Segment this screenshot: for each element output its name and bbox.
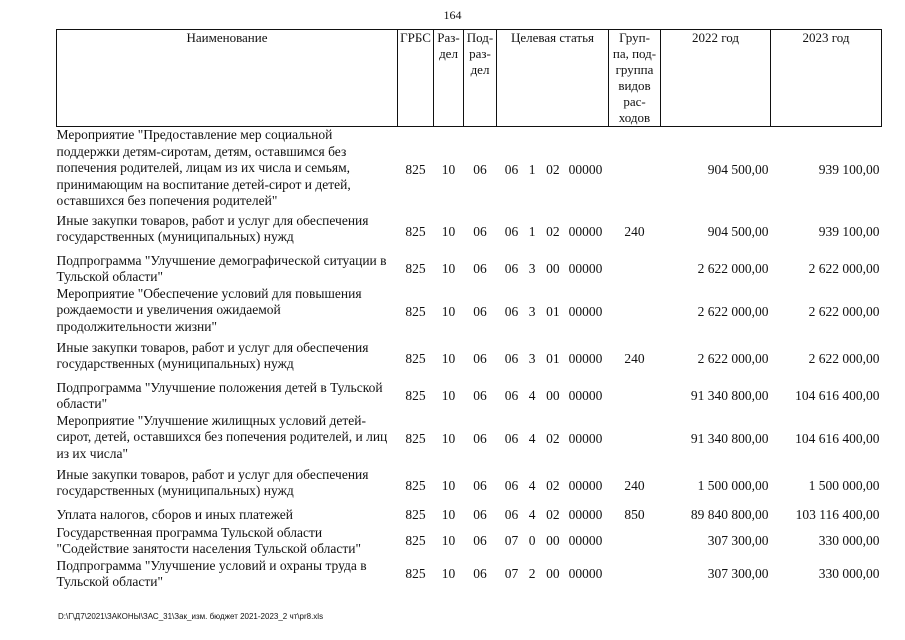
row-tselevaya xyxy=(497,525,609,558)
row-grbs: 825 xyxy=(405,565,426,581)
row-name: Мероприятие "Улучшение жилищных условий детей-сирот, детей, оставшихся без попечения родителей, и лиц из их числа" xyxy=(56,412,388,461)
row-name: Иные закупки товаров, работ и услуг для обеспечения государственных (муниципальных) нужд xyxy=(56,212,369,244)
header-2023: 2023 год xyxy=(771,30,882,127)
row-name: Иные закупки товаров, работ и услуг для обеспечения государственных (муниципальных) нужд xyxy=(56,466,369,498)
row-razdel: 10 xyxy=(441,478,456,494)
row-podrazdel: 06 xyxy=(473,532,487,548)
row-name: Мероприятие "Предоставление мер социальной поддержки детям-сиротам, детям, оставшимся без попечения родителей, лицам из их числа и семьям, принимающим на воспитание детей-сирот и детей, оставшихся без попечения родителей" xyxy=(56,127,351,208)
table-row xyxy=(57,127,882,213)
row-kcs-part: 06 xyxy=(504,478,519,494)
row-2022: 1 500 000,00 xyxy=(697,478,769,494)
row-name: Подпрограмма "Улучшение условий и охраны труда в Тульской области" xyxy=(56,557,367,589)
row-grbs: 825 xyxy=(405,478,426,494)
row-podrazdel: 06 xyxy=(473,351,487,367)
row-group: 240 xyxy=(624,351,645,367)
table-row xyxy=(57,380,882,413)
table-row xyxy=(57,467,882,507)
row-razdel: 10 xyxy=(441,304,456,320)
row-2022: 2 622 000,00 xyxy=(697,304,769,320)
row-tselevaya xyxy=(497,213,609,253)
row-podrazdel: 06 xyxy=(473,431,487,447)
row-2022: 307 300,00 xyxy=(707,565,769,581)
row-razdel: 10 xyxy=(441,260,456,276)
row-kcs-part: 02 xyxy=(546,224,560,240)
row-group: 240 xyxy=(624,224,645,240)
row-group xyxy=(609,558,661,591)
header-grbs: ГРБС xyxy=(398,30,434,127)
row-2023: 2 622 000,00 xyxy=(808,304,880,320)
row-kcs-part: 4 xyxy=(528,387,536,403)
header-podrazdel: Под- раз- дел xyxy=(464,30,497,127)
row-2023: 104 616 400,00 xyxy=(795,387,880,403)
row-razdel: 10 xyxy=(441,224,456,240)
table-row xyxy=(57,286,882,340)
row-2023: 939 100,00 xyxy=(818,161,880,177)
row-kcs-part: 4 xyxy=(528,431,536,447)
table-header-row xyxy=(57,30,882,127)
row-2023: 1 500 000,00 xyxy=(808,478,880,494)
row-2022: 2 622 000,00 xyxy=(697,260,769,276)
row-kcs-part: 1 xyxy=(528,224,536,240)
row-kcs-part: 02 xyxy=(546,431,560,447)
row-tselevaya xyxy=(497,467,609,507)
row-2023: 2 622 000,00 xyxy=(808,260,880,276)
row-name: Подпрограмма "Улучшение демографической ситуации в Тульской области" xyxy=(56,252,387,284)
row-2022: 91 340 800,00 xyxy=(690,431,769,447)
row-razdel: 10 xyxy=(441,507,456,523)
row-grbs: 825 xyxy=(405,532,426,548)
row-kcs-part: 3 xyxy=(528,260,536,276)
row-kcs-part: 06 xyxy=(504,161,519,177)
row-kcs-part: 4 xyxy=(528,478,536,494)
row-kcs-part: 00000 xyxy=(568,507,603,523)
row-kcs-part: 00 xyxy=(546,532,560,548)
row-grbs: 825 xyxy=(405,387,426,403)
header-gruppa: Груп- па, под- группа видов рас- ходов xyxy=(609,30,661,127)
row-grbs: 825 xyxy=(405,507,426,523)
page-number: 164 xyxy=(443,8,462,22)
table-row xyxy=(57,413,882,467)
table-row xyxy=(57,213,882,253)
row-kcs-part: 01 xyxy=(546,304,560,320)
file-path-footer: D:\Г\Д7\2021\ЗАКОНЫ\ЗАС_31\Зак_изм. бюджет 2021-2023_2 чт\pr8.xls xyxy=(58,612,324,621)
row-kcs-part: 00 xyxy=(546,260,560,276)
row-kcs-part: 0 xyxy=(528,532,536,548)
row-podrazdel: 06 xyxy=(473,224,487,240)
row-group xyxy=(609,253,661,286)
row-grbs: 825 xyxy=(405,431,426,447)
row-grbs: 825 xyxy=(405,260,426,276)
row-tselevaya xyxy=(497,340,609,380)
row-name: Мероприятие "Обеспечение условий для повышения рождаемости и увеличения ожидаемой продолжительности жизни" xyxy=(56,285,362,334)
header-2022: 2022 год xyxy=(661,30,771,127)
table-row xyxy=(57,340,882,380)
row-grbs: 825 xyxy=(405,351,426,367)
row-razdel: 10 xyxy=(441,431,456,447)
row-kcs-part: 00000 xyxy=(568,431,603,447)
row-kcs-part: 1 xyxy=(528,161,536,177)
row-podrazdel: 06 xyxy=(473,260,487,276)
row-grbs: 825 xyxy=(405,161,426,177)
row-2022: 904 500,00 xyxy=(707,224,769,240)
row-kcs-part: 00 xyxy=(546,387,560,403)
row-kcs-part: 06 xyxy=(504,351,519,367)
row-podrazdel: 06 xyxy=(473,565,487,581)
budget-table xyxy=(56,29,882,591)
row-kcs-part: 02 xyxy=(546,507,560,523)
row-kcs-part: 02 xyxy=(546,161,560,177)
row-razdel: 10 xyxy=(441,161,456,177)
row-group: 850 xyxy=(624,507,645,523)
row-2023: 104 616 400,00 xyxy=(795,431,880,447)
row-2023: 939 100,00 xyxy=(818,224,880,240)
row-group xyxy=(609,286,661,340)
row-kcs-part: 00000 xyxy=(568,161,603,177)
row-2022: 91 340 800,00 xyxy=(690,387,769,403)
row-kcs-part: 3 xyxy=(528,304,536,320)
row-tselevaya xyxy=(497,380,609,413)
row-podrazdel: 06 xyxy=(473,507,487,523)
row-kcs-part: 00000 xyxy=(568,304,603,320)
row-2022: 89 840 800,00 xyxy=(690,507,769,523)
row-kcs-part: 00000 xyxy=(568,260,603,276)
row-grbs: 825 xyxy=(405,224,426,240)
row-group xyxy=(609,413,661,467)
row-kcs-part: 06 xyxy=(504,431,519,447)
row-group xyxy=(609,127,661,213)
table-row xyxy=(57,507,882,525)
row-name: Государственная программа Тульской области "Содействие занятости населения Тульской области" xyxy=(56,524,361,556)
row-tselevaya xyxy=(497,413,609,467)
row-kcs-part: 02 xyxy=(546,478,560,494)
row-kcs-part: 06 xyxy=(504,304,519,320)
row-2023: 330 000,00 xyxy=(818,532,880,548)
row-kcs-part: 00000 xyxy=(568,478,603,494)
row-podrazdel: 06 xyxy=(473,387,487,403)
row-kcs-part: 3 xyxy=(528,351,536,367)
header-razdel: Раз- дел xyxy=(434,30,464,127)
row-kcs-part: 00000 xyxy=(568,351,603,367)
row-2022: 2 622 000,00 xyxy=(697,351,769,367)
row-name: Иные закупки товаров, работ и услуг для обеспечения государственных (муниципальных) нужд xyxy=(56,339,369,371)
row-2023: 330 000,00 xyxy=(818,565,880,581)
row-kcs-part: 07 xyxy=(504,565,519,581)
row-tselevaya xyxy=(497,286,609,340)
row-tselevaya xyxy=(497,507,609,525)
table-row xyxy=(57,253,882,286)
row-kcs-part: 00000 xyxy=(568,224,603,240)
row-razdel: 10 xyxy=(441,387,456,403)
header-name: Наименование xyxy=(57,30,398,127)
header-tselevaya: Целевая статья xyxy=(497,30,609,127)
row-kcs-part: 00000 xyxy=(568,532,603,548)
row-kcs-part: 06 xyxy=(504,387,519,403)
row-tselevaya xyxy=(497,558,609,591)
row-group xyxy=(609,525,661,558)
row-kcs-part: 00 xyxy=(546,565,560,581)
row-kcs-part: 00000 xyxy=(568,387,603,403)
row-kcs-part: 00000 xyxy=(568,565,603,581)
row-razdel: 10 xyxy=(441,351,456,367)
row-kcs-part: 4 xyxy=(528,507,536,523)
row-razdel: 10 xyxy=(441,565,456,581)
row-podrazdel: 06 xyxy=(473,161,487,177)
row-group xyxy=(609,380,661,413)
table-row xyxy=(57,525,882,558)
row-2023: 103 116 400,00 xyxy=(795,507,880,523)
row-name: Уплата налогов, сборов и иных платежей xyxy=(56,506,293,522)
row-2023: 2 622 000,00 xyxy=(808,351,880,367)
row-kcs-part: 06 xyxy=(504,260,519,276)
row-2022: 307 300,00 xyxy=(707,532,769,548)
row-kcs-part: 01 xyxy=(546,351,560,367)
row-kcs-part: 06 xyxy=(504,507,519,523)
row-tselevaya xyxy=(497,127,609,213)
row-group: 240 xyxy=(624,478,645,494)
row-kcs-part: 2 xyxy=(528,565,536,581)
row-podrazdel: 06 xyxy=(473,304,487,320)
row-name: Подпрограмма "Улучшение положения детей в Тульской области" xyxy=(56,379,383,411)
row-podrazdel: 06 xyxy=(473,478,487,494)
row-razdel: 10 xyxy=(441,532,456,548)
row-grbs: 825 xyxy=(405,304,426,320)
row-kcs-part: 07 xyxy=(504,532,519,548)
row-tselevaya xyxy=(497,253,609,286)
row-kcs-part: 06 xyxy=(504,224,519,240)
table-row xyxy=(57,558,882,591)
row-2022: 904 500,00 xyxy=(707,161,769,177)
